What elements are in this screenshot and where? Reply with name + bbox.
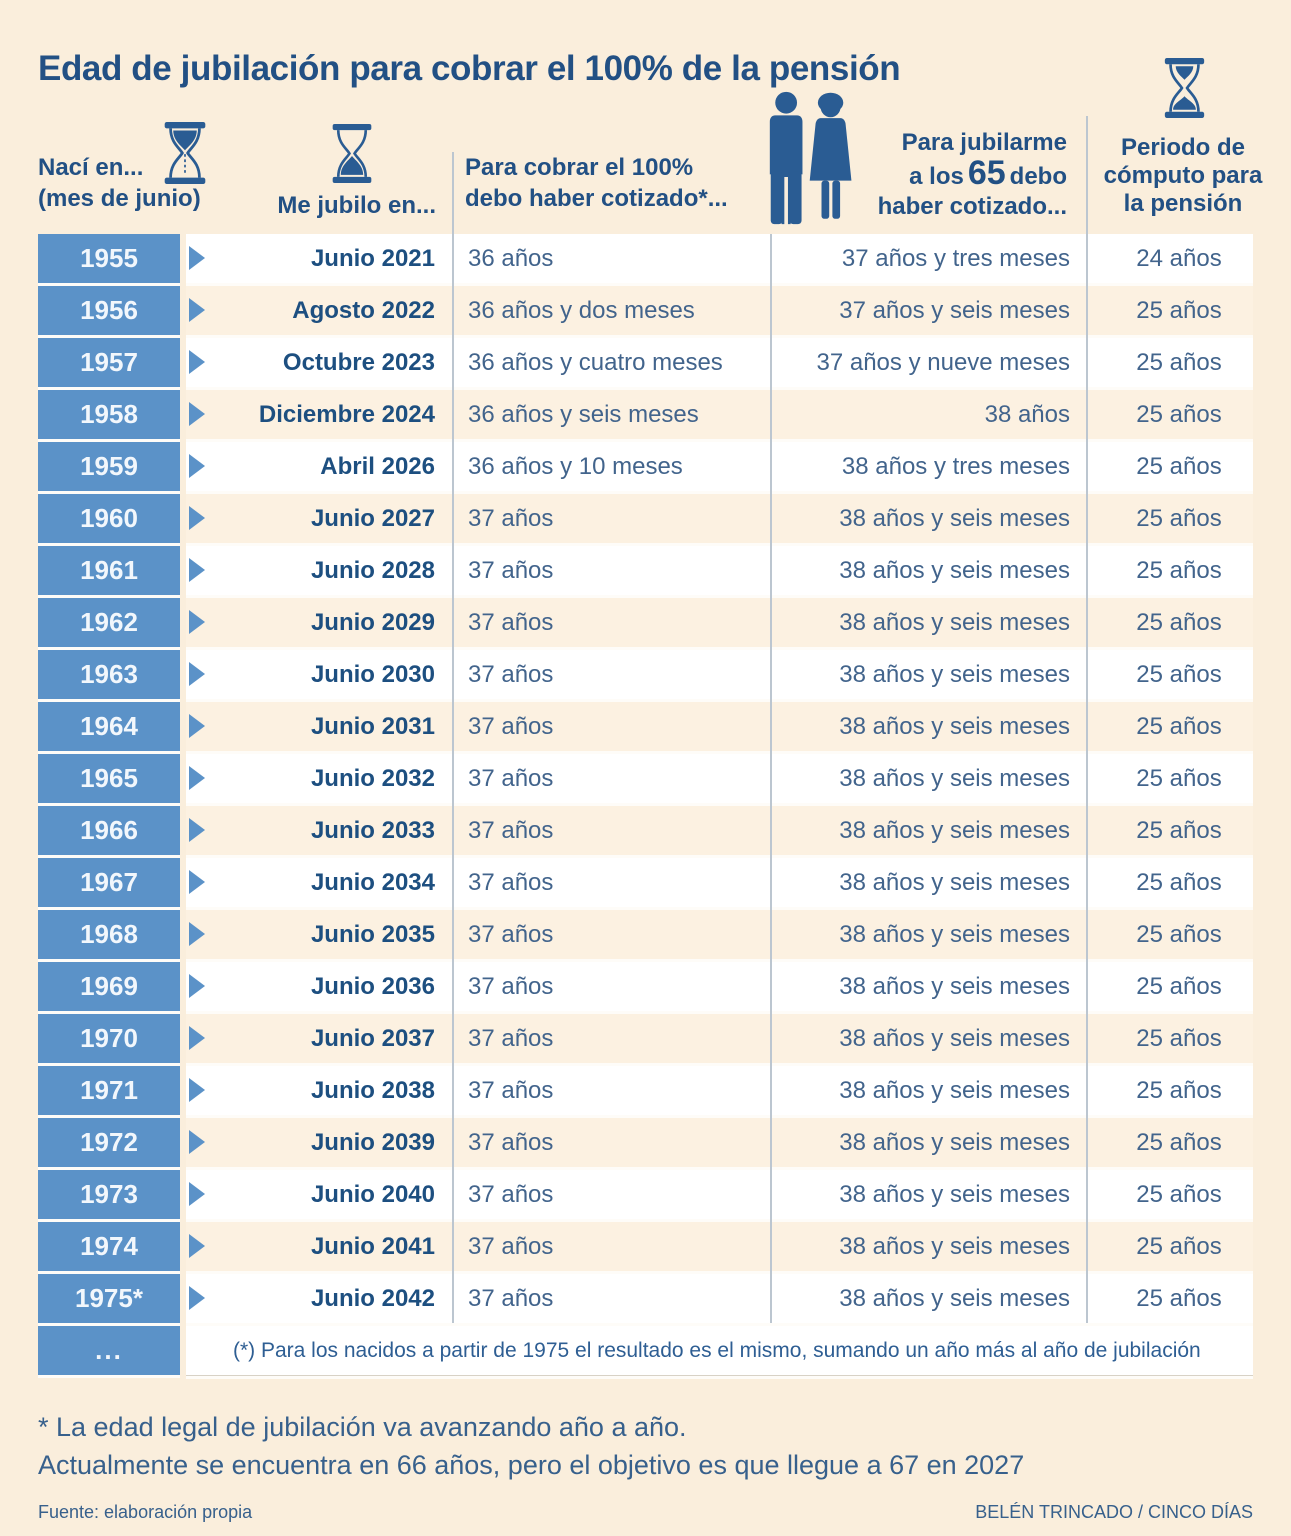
year-cell: 1974 xyxy=(38,1222,180,1271)
footnote xyxy=(38,1408,1024,1484)
elderly-couple-icon xyxy=(753,90,861,231)
year-cell: 1972 xyxy=(38,1118,180,1167)
contribution-65-cell: 38 años y seis meses xyxy=(839,869,1070,896)
contribution-65-cell: 38 años y seis meses xyxy=(839,1233,1070,1260)
row-body xyxy=(186,754,1253,803)
year-cell: 1975* xyxy=(38,1274,180,1323)
table-row xyxy=(38,338,1253,387)
year-cell: 1963 xyxy=(38,650,180,699)
year-cell: 1958 xyxy=(38,390,180,439)
contribution-100-cell: 37 años xyxy=(468,609,554,636)
contribution-65-cell: 38 años y seis meses xyxy=(839,713,1070,740)
table-row xyxy=(38,390,1253,439)
contribution-65-cell: 38 años xyxy=(984,401,1070,428)
retire-date-cell: Junio 2034 xyxy=(310,869,435,896)
computation-period-cell: 25 años xyxy=(1136,661,1222,688)
column-header-contribution-100-line2: debo haber cotizado*... xyxy=(465,185,728,212)
source-credit: Fuente: elaboración propia xyxy=(38,1502,253,1522)
table-note-row xyxy=(38,1326,1253,1375)
row-body xyxy=(186,1222,1253,1271)
page-title: Edad de jubilación para cobrar el 100% de la pensión xyxy=(38,49,901,89)
retire-date-cell: Junio 2042 xyxy=(310,1285,435,1312)
row-body xyxy=(186,286,1253,335)
contribution-100-cell: 37 años xyxy=(468,921,554,948)
column-header-contribution-65-line3: haber cotizado... xyxy=(877,193,1067,220)
computation-period-cell: 25 años xyxy=(1136,765,1222,792)
contribution-100-cell: 36 años y 10 meses xyxy=(468,453,683,480)
table-row xyxy=(38,286,1253,335)
table-row xyxy=(38,1274,1253,1323)
contribution-100-cell: 37 años xyxy=(468,869,554,896)
column-divider xyxy=(770,234,772,1323)
table-row xyxy=(38,1170,1253,1219)
contribution-100-cell: 37 años xyxy=(468,765,554,792)
contribution-100-cell: 36 años y seis meses xyxy=(468,401,699,428)
contribution-100-cell: 37 años xyxy=(468,1025,554,1052)
column-header-born-line2: (mes de junio) xyxy=(38,185,201,212)
year-cell: 1955 xyxy=(38,234,180,283)
computation-period-cell: 25 años xyxy=(1136,609,1222,636)
pension-table xyxy=(38,234,1253,1378)
contribution-100-cell: 37 años xyxy=(468,1233,554,1260)
contribution-65-cell: 37 años y seis meses xyxy=(839,297,1070,324)
computation-period-cell: 25 años xyxy=(1136,921,1222,948)
year-cell: 1971 xyxy=(38,1066,180,1115)
retire-date-cell: Junio 2040 xyxy=(310,1181,435,1208)
hourglass-icon xyxy=(331,124,373,188)
retire-date-cell: Octubre 2023 xyxy=(282,349,435,376)
computation-period-cell: 25 años xyxy=(1136,401,1222,428)
contribution-100-cell: 37 años xyxy=(468,1129,554,1156)
year-cell: 1970 xyxy=(38,1014,180,1063)
row-body xyxy=(186,546,1253,595)
contribution-65-cell: 38 años y seis meses xyxy=(839,973,1070,1000)
contribution-65-cell: 37 años y tres meses xyxy=(841,245,1070,272)
table-row xyxy=(38,1222,1253,1271)
column-header-retire: Me jubilo en... xyxy=(277,192,436,219)
note-text: (*) Para los nacidos a partir de 1975 el resultado es el mismo, sumando un año más al año de jubilación xyxy=(233,1339,1201,1362)
retire-date-cell: Abril 2026 xyxy=(320,453,435,480)
table-row xyxy=(38,546,1253,595)
retire-date-cell: Junio 2028 xyxy=(310,557,435,584)
contribution-65-cell: 38 años y seis meses xyxy=(839,1285,1070,1312)
year-cell: 1964 xyxy=(38,702,180,751)
retire-date-cell: Junio 2031 xyxy=(310,713,435,740)
row-body xyxy=(186,1274,1253,1323)
table-row xyxy=(38,1066,1253,1115)
table-row xyxy=(38,806,1253,855)
column-header-period-line3: la pensión xyxy=(1123,190,1243,217)
footnote-line1: * La edad legal de jubilación va avanzando año a año. xyxy=(38,1412,687,1442)
contribution-65-cell: 38 años y seis meses xyxy=(839,609,1070,636)
computation-period-cell: 25 años xyxy=(1136,869,1222,896)
year-cell: 1957 xyxy=(38,338,180,387)
contribution-65-cell: 38 años y seis meses xyxy=(839,1181,1070,1208)
column-divider xyxy=(1086,116,1088,1323)
retire-date-cell: Junio 2041 xyxy=(310,1233,435,1260)
row-body xyxy=(186,858,1253,907)
retire-date-cell: Junio 2027 xyxy=(310,505,435,532)
retire-date-cell: Junio 2037 xyxy=(310,1025,435,1052)
year-cell: 1962 xyxy=(38,598,180,647)
column-header-period xyxy=(1101,134,1265,218)
computation-period-cell: 25 años xyxy=(1136,1285,1222,1312)
contribution-65-cell: 38 años y seis meses xyxy=(839,1077,1070,1104)
year-cell: 1967 xyxy=(38,858,180,907)
year-cell: 1956 xyxy=(38,286,180,335)
contribution-65-cell: 38 años y seis meses xyxy=(839,1129,1070,1156)
year-cell: 1968 xyxy=(38,910,180,959)
contribution-100-cell: 37 años xyxy=(468,817,554,844)
contribution-100-cell: 37 años xyxy=(468,1181,554,1208)
row-body xyxy=(186,234,1253,283)
column-header-contribution-65-line1: Para jubilarme xyxy=(901,129,1067,156)
author-credit: BELÉN TRINCADO / CINCO DÍAS xyxy=(975,1502,1253,1522)
retire-date-cell: Diciembre 2024 xyxy=(258,401,435,428)
contribution-100-cell: 37 años xyxy=(468,661,554,688)
contribution-100-cell: 36 años y dos meses xyxy=(468,297,695,324)
table-row xyxy=(38,650,1253,699)
row-body xyxy=(186,650,1253,699)
contribution-65-cell: 38 años y seis meses xyxy=(839,505,1070,532)
computation-period-cell: 25 años xyxy=(1136,557,1222,584)
year-cell: 1960 xyxy=(38,494,180,543)
year-cell: 1959 xyxy=(38,442,180,491)
row-body xyxy=(186,1170,1253,1219)
column-header-period-line2: cómputo para xyxy=(1103,162,1263,189)
table-row xyxy=(38,494,1253,543)
retire-date-cell: Junio 2032 xyxy=(310,765,435,792)
row-body xyxy=(186,390,1253,439)
contribution-100-cell: 37 años xyxy=(468,973,554,1000)
table-row xyxy=(38,910,1253,959)
contribution-65-cell: 38 años y seis meses xyxy=(839,1025,1070,1052)
footnote-line2: Actualmente se encuentra en 66 años, pero el objetivo es que llegue a 67 en 2027 xyxy=(38,1450,1025,1480)
computation-period-cell: 25 años xyxy=(1136,453,1222,480)
contribution-65-cell: 38 años y seis meses xyxy=(839,765,1070,792)
table-row xyxy=(38,858,1253,907)
computation-period-cell: 25 años xyxy=(1136,505,1222,532)
computation-period-cell: 25 años xyxy=(1136,1077,1222,1104)
row-body xyxy=(186,1118,1253,1167)
column-header-born xyxy=(38,152,201,214)
contribution-65-cell: 38 años y seis meses xyxy=(839,661,1070,688)
contribution-65-cell: 38 años y seis meses xyxy=(839,817,1070,844)
contribution-65-cell: 38 años y seis meses xyxy=(839,921,1070,948)
retire-date-cell: Junio 2021 xyxy=(310,245,435,272)
column-header-contribution-100 xyxy=(465,152,728,214)
computation-period-cell: 25 años xyxy=(1136,973,1222,1000)
contribution-100-cell: 36 años y cuatro meses xyxy=(468,349,723,376)
column-header-contribution-100-line1: Para cobrar el 100% xyxy=(465,154,694,181)
table-row xyxy=(38,1118,1253,1167)
contribution-100-cell: 37 años xyxy=(468,713,554,740)
retire-date-cell: Junio 2029 xyxy=(310,609,435,636)
computation-period-cell: 25 años xyxy=(1136,1233,1222,1260)
row-body xyxy=(186,1014,1253,1063)
retire-date-cell: Junio 2036 xyxy=(310,973,435,1000)
row-body xyxy=(186,702,1253,751)
row-body xyxy=(186,1066,1253,1115)
column-header-born-line1: Nací en... xyxy=(38,154,144,181)
computation-period-cell: 25 años xyxy=(1136,349,1222,376)
retire-date-cell: Junio 2038 xyxy=(310,1077,435,1104)
year-cell: 1961 xyxy=(38,546,180,595)
year-cell: 1965 xyxy=(38,754,180,803)
hourglass-icon xyxy=(1163,58,1206,123)
row-body xyxy=(186,598,1253,647)
computation-period-cell: 25 años xyxy=(1136,1025,1222,1052)
contribution-65-cell: 37 años y nueve meses xyxy=(816,349,1070,376)
column-header-contribution-65 xyxy=(857,128,1067,222)
year-cell: 1969 xyxy=(38,962,180,1011)
contribution-100-cell: 36 años xyxy=(468,245,554,272)
column-divider xyxy=(452,152,454,1323)
contribution-100-cell: 37 años xyxy=(468,1285,554,1312)
year-cell: 1966 xyxy=(38,806,180,855)
row-body xyxy=(186,1326,1253,1376)
table-row xyxy=(38,442,1253,491)
column-header-period-line1: Periodo de xyxy=(1120,134,1246,161)
column-header-contribution-65-line2: a los 65 debo xyxy=(909,154,1067,192)
computation-period-cell: 25 años xyxy=(1136,713,1222,740)
contribution-65-cell: 38 años y tres meses xyxy=(841,453,1070,480)
computation-period-cell: 25 años xyxy=(1136,1181,1222,1208)
year-cell: 1973 xyxy=(38,1170,180,1219)
retire-date-cell: Junio 2033 xyxy=(310,817,435,844)
age-65-highlight: 65 xyxy=(967,154,1006,192)
computation-period-cell: 25 años xyxy=(1136,297,1222,324)
row-body xyxy=(186,962,1253,1011)
contribution-100-cell: 37 años xyxy=(468,557,554,584)
table-row xyxy=(38,962,1253,1011)
computation-period-cell: 25 años xyxy=(1136,817,1222,844)
retire-date-cell: Agosto 2022 xyxy=(292,297,435,324)
table-row xyxy=(38,702,1253,751)
computation-period-cell: 25 años xyxy=(1136,1129,1222,1156)
row-body xyxy=(186,494,1253,543)
row-body xyxy=(186,806,1253,855)
table-row xyxy=(38,598,1253,647)
retire-date-cell: Junio 2030 xyxy=(310,661,435,688)
table-row xyxy=(38,754,1253,803)
row-body xyxy=(186,910,1253,959)
table-row xyxy=(38,1014,1253,1063)
contribution-100-cell: 37 años xyxy=(468,1077,554,1104)
year-cell: ... xyxy=(38,1326,180,1375)
retire-date-cell: Junio 2035 xyxy=(310,921,435,948)
retire-date-cell: Junio 2039 xyxy=(310,1129,435,1156)
contribution-100-cell: 37 años xyxy=(468,505,554,532)
contribution-65-cell: 38 años y seis meses xyxy=(839,557,1070,584)
table-row xyxy=(38,234,1253,283)
computation-period-cell: 24 años xyxy=(1136,245,1222,272)
row-body xyxy=(186,442,1253,491)
row-body xyxy=(186,338,1253,387)
